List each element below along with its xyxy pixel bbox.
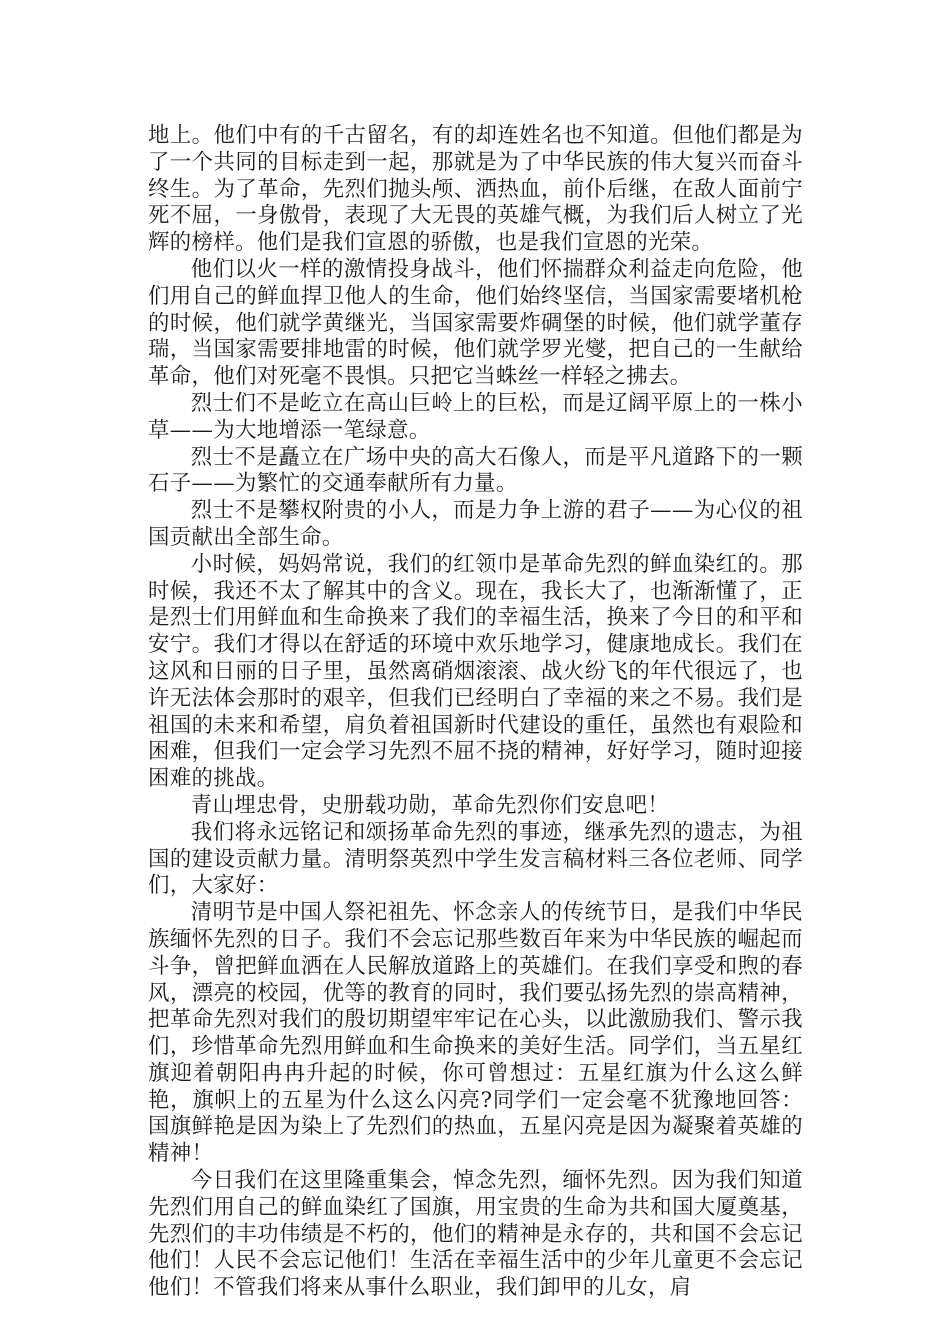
paragraph: 烈士不是攀权附贵的小人，而是力争上游的君子——为心仪的祖国贡献出全部生命。 (148, 498, 803, 550)
paragraph: 青山埋忠骨，史册载功勋，革命先烈你们安息吧！ (190, 792, 670, 818)
paragraph: 地上。他们中有的千古留名，有的却连姓名也不知道。但他们都是为了一个共同的目标走到一起，那就是为了中华民族的伟大复兴而奋斗终生。为了革命，先烈们抛头颅、洒热血，前仆后继，在敌人面前宁死不屈，一身傲骨，表现了大无畏的英雄气概，为我们后人树立了光辉的榜样。他们是我们宣恩的骄傲，也是我们宣恩的光荣。 (148, 123, 803, 256)
paragraph: 今日我们在这里隆重集会，悼念先烈，缅怀先烈。因为我们知道先烈们用自己的鲜血染红了国旗，用宝贵的生命为共和国大厦奠基，先烈们的丰功伟绩是不朽的，他们的精神是永存的，共和国不会忘记他们！人民不会忘记他们！生活在幸福生活中的少年儿童更不会忘记他们！不管我们将来从事什么职业，我们卸甲的儿女，肩 (148, 1168, 803, 1301)
paragraph: 他们以火一样的激情投身战斗，他们怀揣群众利益走向危险，他们用自己的鲜血捍卫他人的生命，他们始终坚信，当国家需要堵机枪的时候，他们就学黄继光，当国家需要炸碉堡的时候，他们就学董存瑞，当国家需要排地雷的时候，他们就学罗光燮，把自己的一生献给革命，他们对死毫不畏惧。只把它当蛛丝一样轻之拂去。 (148, 256, 803, 390)
paragraph: 烈士不是矗立在广场中央的高大石像人，而是平凡道路下的一颗石子——为繁忙的交通奉献所有力量。 (148, 444, 803, 497)
paragraph: 小时候，妈妈常说，我们的红领巾是革命先烈的鲜血染红的。那时候，我还不太了解其中的含义。现在，我长大了，也渐渐懂了，正是烈士们用鲜血和生命换来了我们的幸福生活，换来了今日的和平和安宁。我们才得以在舒适的环境中欢乐地学习，健康地成长。我们在这风和日丽的日子里，虽然离硝烟滚滚、战火纷飞的年代很远了，也许无法体会那时的艰辛，但我们已经明白了幸福的来之不易。我们是祖国的未来和希望，肩负着祖国新时代建设的重任，虽然也有艰险和困难，但我们一定会学习先烈不屈不挠的精神，好好学习，随时迎接困难的挑战。 (148, 551, 803, 792)
document-body (148, 123, 803, 1302)
paragraph: 清明节是中国人祭祀祖先、怀念亲人的传统节日，是我们中华民族缅怀先烈的日子。我们不会忘记那些数百年来为中华民族的崛起而斗争，曾把鲜血洒在人民解放道路上的英雄们。在我们享受和煦的春风，漂亮的校园，优等的教育的同时，我们要弘扬先烈的崇高精神，把革命先烈对我们的殷切期望牢牢记在心头，以此激励我们、警示我们，珍惜革命先烈用鲜血和生命换来的美好生活。同学们，当五星红旗迎着朝阳冉冉升起的时候，你可曾想过：五星红旗为什么这么鲜艳，旗帜上的五星为什么这么闪亮?同学们一定会毫不犹豫地回答：国旗鲜艳是因为染上了先烈们的热血，五星闪亮是因为凝聚着英雄的精神！ (148, 900, 803, 1167)
paragraph: 我们将永远铭记和颂扬革命先烈的事迹，继承先烈的遗志，为祖国的建设贡献力量。清明祭英烈中学生发言稿材料三各位老师、同学们，大家好： (148, 819, 803, 899)
paragraph: 烈士们不是屹立在高山巨岭上的巨松，而是辽阔平原上的一株小草——为大地增添一笔绿意。 (148, 390, 803, 443)
